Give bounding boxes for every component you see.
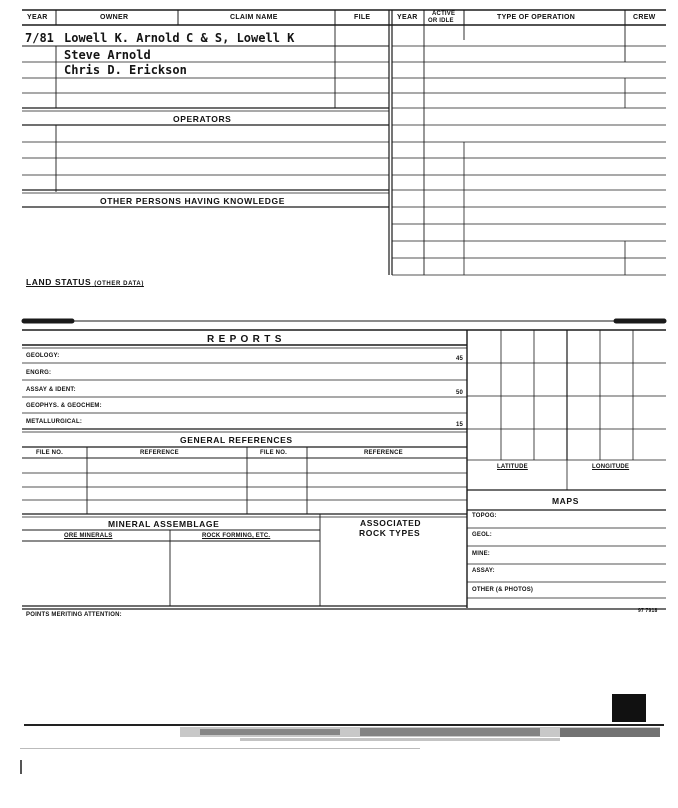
header-year: YEAR bbox=[27, 14, 48, 21]
section-other-persons: OTHER PERSONS HAVING KNOWLEDGE bbox=[100, 196, 286, 206]
label-latitude: LATITUDE bbox=[497, 464, 528, 470]
report-number-15: 15 bbox=[456, 422, 464, 428]
section-general-references: GENERAL REFERENCES bbox=[180, 435, 293, 445]
report-geophys: GEOPHYS. & GEOCHEM: bbox=[26, 403, 102, 409]
land-status-label: LAND STATUS bbox=[26, 277, 92, 287]
section-reports: R E P O R T S bbox=[207, 334, 283, 345]
header-year-2: YEAR bbox=[397, 14, 418, 21]
entry-year: 7/81 bbox=[25, 31, 54, 45]
report-number-45: 45 bbox=[456, 356, 464, 362]
section-operators: OPERATORS bbox=[173, 114, 232, 124]
map-assay: ASSAY: bbox=[472, 568, 495, 574]
ref-file-no-1: FILE NO. bbox=[36, 450, 63, 456]
header-owner: OWNER bbox=[100, 14, 129, 21]
section-land-status bbox=[26, 277, 144, 287]
entry-owner-3: Chris D. Erickson bbox=[64, 63, 187, 77]
report-number-50: 50 bbox=[456, 390, 464, 396]
section-mineral-assemblage: MINERAL ASSEMBLAGE bbox=[108, 519, 220, 529]
map-mine: MINE: bbox=[472, 551, 490, 557]
header-file: FILE bbox=[354, 14, 371, 21]
report-assay: ASSAY & IDENT: bbox=[26, 387, 76, 393]
map-other-photos: OTHER (& PHOTOS) bbox=[472, 587, 534, 593]
entry-owner-1: Lowell K. Arnold bbox=[64, 31, 180, 45]
header-claim-name: CLAIM NAME bbox=[230, 14, 278, 21]
section-points-meriting-attention: POINTS MERITING ATTENTION: bbox=[26, 612, 122, 618]
report-geology: GEOLOGY: bbox=[26, 353, 60, 359]
map-topog: TOPOG: bbox=[472, 513, 497, 519]
land-status-sub: (OTHER DATA) bbox=[94, 281, 144, 287]
scan-noise-band bbox=[20, 694, 664, 774]
section-rock-types: ROCK TYPES bbox=[359, 528, 421, 538]
label-longitude: LONGITUDE bbox=[592, 464, 630, 470]
mineral-ore-minerals: ORE MINERALS bbox=[64, 533, 113, 539]
header-crew: CREW bbox=[633, 14, 656, 21]
entry-claim-name: C & S, Lowell K bbox=[186, 31, 295, 45]
report-metallurgical: METALLURGICAL: bbox=[26, 419, 83, 425]
mineral-rock-forming: ROCK FORMING, ETC. bbox=[202, 533, 271, 539]
ref-reference-1: REFERENCE bbox=[140, 450, 179, 456]
header-type-of-operation: TYPE OF OPERATION bbox=[497, 14, 576, 21]
header-active: ACTIVE bbox=[432, 11, 456, 17]
section-associated: ASSOCIATED bbox=[360, 518, 422, 528]
ref-reference-2: REFERENCE bbox=[364, 450, 403, 456]
header-or-idle: OR IDLE bbox=[428, 18, 454, 24]
entry-owner-2: Steve Arnold bbox=[64, 48, 151, 62]
map-geol: GEOL: bbox=[472, 532, 492, 538]
ref-file-no-2: FILE NO. bbox=[260, 450, 287, 456]
report-engrg: ENGRG: bbox=[26, 370, 52, 376]
section-maps: MAPS bbox=[552, 496, 579, 506]
form-code: 97 7918 bbox=[638, 608, 658, 614]
